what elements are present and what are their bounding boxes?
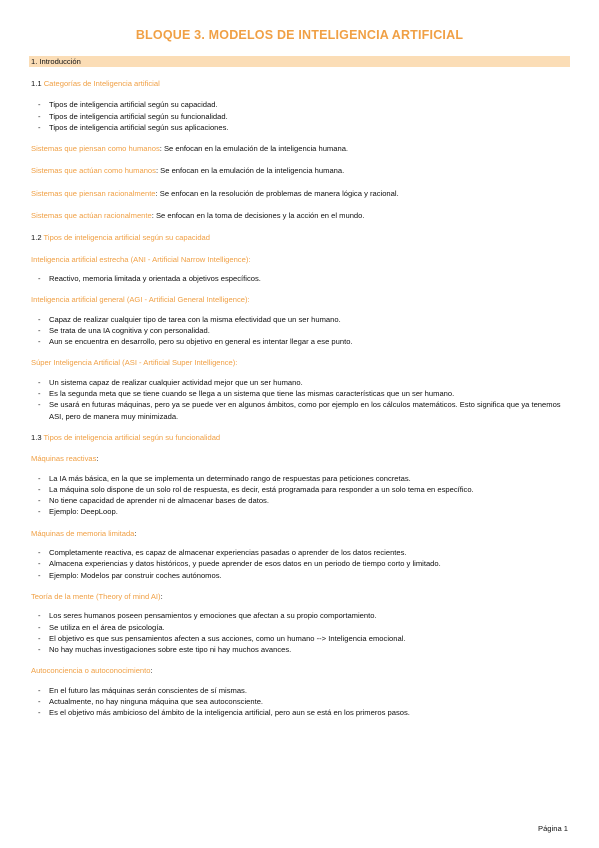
limited-memory-heading bbox=[31, 528, 571, 539]
subsection-title: Tipos de inteligencia artificial según su capacidad bbox=[43, 233, 211, 243]
definition-paragraph bbox=[31, 188, 571, 199]
list-item: - Aun se encuentra en desarrollo, pero su objetivo en general es intentar llegar a ese punto. bbox=[37, 336, 571, 347]
definition-term: Sistemas que piensan racionalmente bbox=[31, 188, 156, 198]
definition-term: Sistemas que piensan como humanos bbox=[31, 144, 160, 154]
list-item: - Actualmente, no hay ninguna máquina que sea autoconsciente. bbox=[37, 696, 571, 707]
group-heading-colon: : bbox=[96, 454, 99, 464]
theory-of-mind-list bbox=[31, 610, 571, 655]
definition-term: Sistemas que actúan racionalmente bbox=[31, 211, 152, 221]
group-heading-colon: : bbox=[134, 528, 137, 538]
list-item: - Completamente reactiva, es capaz de almacenar experiencias pasadas o aprender de los datos recientes. bbox=[37, 547, 571, 558]
subsection-number: 1.2 bbox=[31, 233, 42, 243]
list-item: - Ejemplo: Modelos par construir coches autónomos. bbox=[37, 570, 571, 581]
subsection-1-3-heading bbox=[31, 432, 571, 443]
list-item: - Se usará en futuras máquinas, pero ya se puede ver en algunos ámbitos, como por ejemplo en los cálculos matemáticos. Esto significa que ya tenemos ASI, pero de manera muy minimizada. bbox=[37, 399, 571, 422]
subsection-number: 1.1 bbox=[31, 79, 42, 88]
list-item: - La IA más básica, en la que se implementa un determinado rango de respuestas para peticiones concretas. bbox=[37, 473, 571, 484]
section-header-bar: 1. Introducción bbox=[29, 56, 570, 67]
group-heading-text: Teoría de la mente (Theory of mind AI) bbox=[31, 591, 161, 601]
list-item: - La máquina solo dispone de un solo rol de respuesta, es decir, está programada para responder a un solo tema en específico. bbox=[37, 484, 571, 495]
list-item: - Un sistema capaz de realizar cualquier actividad mejor que un ser humano. bbox=[37, 377, 571, 388]
list-item: - Tipos de inteligencia artificial según su funcionalidad. bbox=[37, 111, 571, 122]
list-item: - Tipos de inteligencia artificial según sus aplicaciones. bbox=[37, 122, 571, 133]
list-item: - No hay muchas investigaciones sobre este tipo ni hay muchos avances. bbox=[37, 644, 571, 655]
list-item: - El objetivo es que sus pensamientos afecten a sus acciones, como un humano --> Inteligencia emocional. bbox=[37, 633, 571, 644]
definition-term: Sistemas que actúan como humanos bbox=[31, 166, 156, 176]
subsection-1-2-heading bbox=[31, 232, 571, 243]
list-item: - Almacena experiencias y datos históricos, y puede aprender de esos datos en un periodo de tiempo corto y limitado. bbox=[37, 558, 571, 569]
definition-text: : Se enfocan en la resolución de problemas de manera lógica y racional. bbox=[155, 188, 399, 198]
definition-text: : Se enfocan en la emulación de la inteligencia humana. bbox=[159, 144, 349, 154]
categories-list bbox=[31, 99, 571, 133]
asi-list bbox=[31, 377, 571, 422]
self-awareness-heading bbox=[31, 665, 571, 676]
subsection-number: 1.3 bbox=[31, 432, 42, 442]
list-item: - Se trata de una IA cognitiva y con personalidad. bbox=[37, 325, 571, 336]
group-heading-text: Máquinas reactivas bbox=[31, 454, 97, 464]
list-item: - Reactivo, memoria limitada y orientada a objetivos específicos. bbox=[37, 273, 571, 284]
subsection-1-1-heading bbox=[31, 78, 571, 89]
group-heading-colon: : bbox=[150, 666, 153, 676]
list-item: - En el futuro las máquinas serán conscientes de sí mismas. bbox=[37, 685, 571, 696]
list-item: - Es la segunda meta que se tiene cuando se llega a un sistema que tiene las mismas características que un ser humano. bbox=[37, 388, 571, 399]
definition-paragraph bbox=[31, 165, 571, 176]
self-awareness-list bbox=[31, 685, 571, 719]
ani-heading: Inteligencia artificial estrecha (ANI - Artificial Narrow Intelligence): bbox=[31, 254, 251, 264]
subsection-title: Tipos de inteligencia artificial según su funcionalidad bbox=[43, 432, 221, 442]
definition-text: : Se enfocan en la toma de decisiones y la acción en el mundo. bbox=[151, 211, 365, 221]
definition-paragraph bbox=[31, 143, 571, 154]
asi-heading: Súper Inteligencia Artificial (ASI - Artificial Super Intelligence): bbox=[31, 358, 238, 368]
list-item: - Ejemplo: DeepLoop. bbox=[37, 506, 571, 517]
list-item: - Se utiliza en el área de psicología. bbox=[37, 622, 571, 633]
list-item: - Tipos de inteligencia artificial según su capacidad. bbox=[37, 99, 571, 110]
agi-heading: Inteligencia artificial general (AGI - Artificial General Intelligence): bbox=[31, 295, 250, 305]
definition-text: : Se enfocan en la emulación de la inteligencia humana. bbox=[155, 166, 345, 176]
list-item: - Capaz de realizar cualquier tipo de tarea con la misma efectividad que un ser humano. bbox=[37, 314, 571, 325]
group-heading-text: Máquinas de memoria limitada bbox=[31, 528, 135, 538]
agi-list bbox=[31, 314, 571, 348]
document-body bbox=[31, 78, 571, 729]
group-heading-colon: : bbox=[160, 591, 163, 601]
list-item: - Es el objetivo más ambicioso del ámbito de la inteligencia artificial, pero aun se está en los primeros pasos. bbox=[37, 707, 571, 718]
list-item: - No tiene capacidad de aprender ni de almacenar bases de datos. bbox=[37, 495, 571, 506]
subsection-title: Categorías de Inteligencia artificial bbox=[43, 79, 160, 88]
limited-memory-list bbox=[31, 547, 571, 581]
definition-paragraph bbox=[31, 210, 571, 221]
reactive-machines-heading bbox=[31, 453, 571, 464]
page-number: Página 1 bbox=[538, 824, 568, 833]
reactive-machines-list bbox=[31, 473, 571, 518]
ani-list bbox=[31, 273, 571, 284]
theory-of-mind-heading bbox=[31, 591, 571, 602]
document-title: BLOQUE 3. MODELOS DE INTELIGENCIA ARTIFICIAL bbox=[135, 28, 464, 42]
group-heading-text: Autoconciencia o autoconocimiento bbox=[31, 666, 151, 676]
list-item: - Los seres humanos poseen pensamientos y emociones que afectan a su propio comportamiento. bbox=[37, 610, 571, 621]
